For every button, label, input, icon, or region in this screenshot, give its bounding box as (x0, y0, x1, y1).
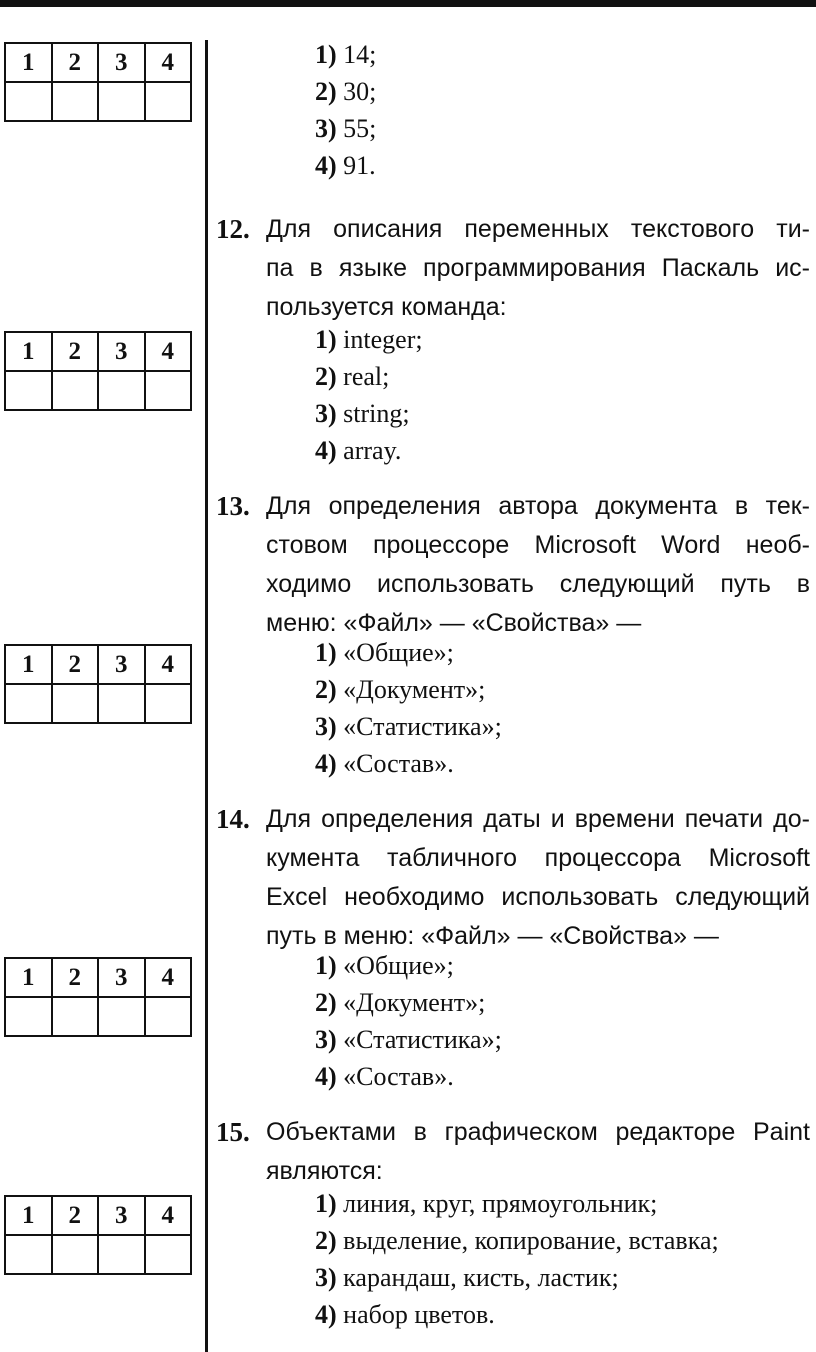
grid-header-cell: 2 (52, 1196, 99, 1235)
option-item: 1) линия, круг, прямоугольник; (315, 1189, 658, 1218)
answer-cell[interactable] (52, 684, 99, 723)
answer-cell[interactable] (145, 82, 192, 121)
q12-options (315, 321, 423, 469)
grid-header-cell: 4 (145, 1196, 192, 1235)
answer-grid-q12 (4, 331, 192, 411)
option-item: 1) «Общие»; (315, 951, 454, 980)
answer-cell[interactable] (145, 684, 192, 723)
option-item: 3) карандаш, кисть, ластик; (315, 1263, 619, 1292)
option-item: 1) 14; (315, 40, 377, 69)
answer-cell[interactable] (98, 82, 145, 121)
grid-header-cell: 4 (145, 958, 192, 997)
answer-cell[interactable] (5, 684, 52, 723)
grid-header-cell: 4 (145, 43, 192, 82)
answer-cell[interactable] (145, 997, 192, 1036)
answer-grid-q15 (4, 1195, 192, 1275)
option-item: 4) array. (315, 436, 402, 465)
q11-options (315, 36, 376, 184)
option-item: 2) real; (315, 362, 390, 391)
answer-cell[interactable] (5, 82, 52, 121)
option-item: 2) выделение, копирование, вставка; (315, 1226, 719, 1255)
grid-header-cell: 1 (5, 958, 52, 997)
answer-cell[interactable] (5, 997, 52, 1036)
top-rule (0, 0, 816, 7)
grid-header-cell: 3 (98, 958, 145, 997)
option-item: 1) integer; (315, 325, 423, 354)
grid-header-cell: 1 (5, 1196, 52, 1235)
q13-options (315, 634, 502, 782)
grid-header-cell: 3 (98, 332, 145, 371)
answer-cell[interactable] (98, 997, 145, 1036)
option-item: 2) «Документ»; (315, 675, 486, 704)
grid-header-cell: 2 (52, 645, 99, 684)
answer-cell[interactable] (52, 1235, 99, 1274)
option-item: 3) string; (315, 399, 410, 428)
option-item: 4) «Состав». (315, 749, 454, 778)
q14-options (315, 947, 502, 1095)
option-item: 3) «Статистика»; (315, 712, 502, 741)
grid-header-cell: 1 (5, 645, 52, 684)
question-number: 12. (216, 214, 250, 244)
grid-header-cell: 3 (98, 645, 145, 684)
answer-cell[interactable] (52, 371, 99, 410)
margin-divider (205, 40, 208, 1352)
answer-cell[interactable] (52, 997, 99, 1036)
answer-cell[interactable] (52, 82, 99, 121)
grid-header-cell: 4 (145, 645, 192, 684)
answer-grid-q11 (4, 42, 192, 122)
grid-header-cell: 2 (52, 958, 99, 997)
answer-grid-q14 (4, 957, 192, 1037)
answer-cell[interactable] (98, 684, 145, 723)
question-text: Для определения автора документа в тек- стовом процессоре Microsoft Word необ- ходимо использовать следующий путь в меню: «Файл» — «Свойства» — (266, 492, 810, 637)
grid-header-cell: 1 (5, 332, 52, 371)
question-number: 13. (216, 491, 250, 521)
option-item: 4) 91. (315, 151, 376, 180)
question-14 (216, 800, 810, 956)
grid-header-cell: 4 (145, 332, 192, 371)
option-item: 1) «Общие»; (315, 638, 454, 667)
answer-cell[interactable] (5, 1235, 52, 1274)
question-13 (216, 487, 810, 643)
grid-header-cell: 3 (98, 1196, 145, 1235)
grid-header-cell: 3 (98, 43, 145, 82)
answer-cell[interactable] (98, 371, 145, 410)
question-text: Объектами в графическом редакторе Paint являются: (266, 1118, 810, 1185)
answer-cell[interactable] (145, 371, 192, 410)
question-text: Для описания переменных текстового ти- па в языке программирования Паскаль ис- пользуется команда: (266, 215, 810, 321)
grid-header-cell: 1 (5, 43, 52, 82)
question-12 (216, 210, 810, 327)
question-number: 15. (216, 1117, 250, 1147)
question-text: Для определения даты и времени печати до- кумента табличного процессора Microsoft Excel необходимо использовать следующий путь в меню: «Файл» — «Свойства» — (266, 805, 810, 950)
answer-cell[interactable] (5, 371, 52, 410)
option-item: 4) «Состав». (315, 1062, 454, 1091)
grid-header-cell: 2 (52, 332, 99, 371)
answer-grid-q13 (4, 644, 192, 724)
option-item: 3) 55; (315, 114, 377, 143)
q15-options (315, 1185, 719, 1333)
option-item: 2) «Документ»; (315, 988, 486, 1017)
answer-cell[interactable] (98, 1235, 145, 1274)
answer-cell[interactable] (145, 1235, 192, 1274)
option-item: 3) «Статистика»; (315, 1025, 502, 1054)
option-item: 2) 30; (315, 77, 377, 106)
grid-header-cell: 2 (52, 43, 99, 82)
option-item: 4) набор цветов. (315, 1300, 495, 1329)
question-15 (216, 1113, 810, 1191)
question-number: 14. (216, 804, 250, 834)
